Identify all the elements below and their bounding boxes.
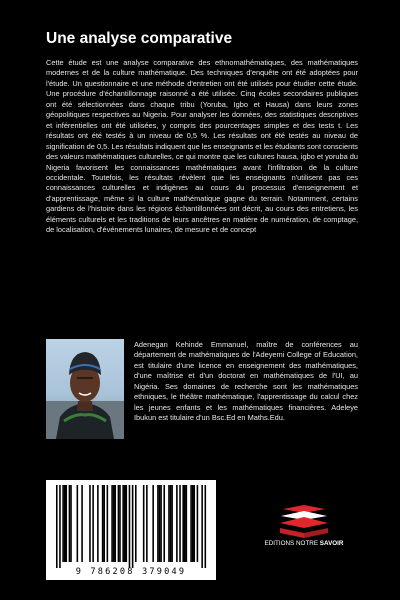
author-portrait-graphic: [46, 339, 124, 439]
barcode-bar: [124, 485, 126, 562]
barcode-bar: [111, 485, 113, 562]
barcode-bar: [143, 485, 145, 562]
barcode-bar: [102, 485, 104, 562]
barcode-bar: [205, 485, 207, 568]
barcode-bar: [163, 485, 165, 562]
barcode-bar: [92, 485, 94, 562]
barcode-bar: [159, 485, 161, 562]
barcode-bar: [107, 485, 109, 562]
isbn-barcode: [46, 480, 216, 580]
publisher-name: [254, 540, 354, 547]
isbn-number: 9 786208 379049: [75, 567, 187, 577]
publisher-name-prefix: EDITIONS NOTRE: [264, 540, 320, 547]
barcode-bar: [119, 485, 121, 562]
barcode-bar: [201, 485, 203, 568]
barcode-bar: [89, 485, 91, 562]
abstract-text: Cette étude est une analyse comparative des ethnomathématiques, des mathématiques modernes et de la culture mathématique. Des techniques d'enquête ont été adoptées pour l'étude. Un questionnaire et une méthode d'entretien ont été utilisés pour étudier cette étude. Une procédure d'échantillonnage raisonné a été utilisée. Cinq écoles secondaires publiques ont été sélectionnées dans chaque tribu (Yoruba, Igbo et Hausa) dans leurs zones géopolitiques respectives au Nigeria. Pour analyser les données, des statistiques descriptives et inférentielles ont été utilisées, y compris des pourcentages simples et des tests t. Les résultats ont été testés à un niveau de 0,5 %. Les résultats ont été testés au niveau de signification de 0,5. Les résultats indiquent que les enseignants et les étudiants sont conscients des valeurs mathématiques culturelles, ce qui montre que les cultures hausa, igbo et yoruba du Nigeria favorisent les connaissances mathématiques avant l'infiltration de la culture occidentale. Toutefois, les résultats révèlent que les enseignants n'utilisent pas ces connaissances culturelles et indigènes au cours du processus d'enseignement et d'apprentissage, même si la culture mathématique gagne du terrain. Notamment, certains gardiens de l'histoire dans les régions échantillonnées ont décrit, au cours des entretiens, les éléments culturels et les traditions de leurs ancêtres en matière de numération, de comptage, de localisation, d'événements lunaires, de mesure et de concept: [46, 58, 358, 235]
barcode-bar: [192, 485, 194, 562]
barcode-bar: [103, 485, 105, 562]
barcode-bar: [146, 485, 148, 562]
barcode-bar: [171, 485, 173, 562]
barcode-bar: [197, 485, 199, 562]
barcode-bar: [168, 485, 170, 562]
barcode-bar: [70, 485, 72, 562]
author-photo: [46, 339, 124, 439]
barcode-bar: [184, 485, 186, 562]
barcode-bar: [77, 485, 79, 562]
author-bio: Adenegan Kehinde Emmanuel, maître de conférences au département de mathématiques de l'Adeyemi College of Education, est titulaire d'une licence en enseignement des mathématiques, d'une maîtrise et d'un doctorat en mathématiques de l'UI, au Nigéria. Ses domaines de recherche sont les mathématiques ethniques, le théâtre mathématique, l'apprentissage du calcul chez les jeunes enfants et les mathématiques financières. Adeleye Ibukun est titulaire d'un Bsc.Ed en Maths.Edu.: [134, 340, 358, 423]
barcode-bar: [64, 485, 66, 562]
publisher-name-emphasis: SAVOIR: [319, 540, 344, 547]
barcode-bar: [65, 485, 67, 562]
barcode-bars: [46, 480, 216, 580]
barcode-bar: [113, 485, 115, 562]
barcode-bar: [122, 485, 124, 562]
barcode-bar: [62, 485, 64, 562]
barcode-bar: [182, 485, 184, 562]
barcode-bar: [193, 485, 195, 562]
barcode-bar: [81, 485, 83, 562]
barcode-bar: [69, 485, 71, 562]
barcode-bar: [114, 485, 116, 562]
barcode-bar: [170, 485, 172, 562]
barcode-bar: [152, 485, 154, 562]
barcode-bar: [126, 485, 128, 562]
barcode-bar: [190, 485, 192, 562]
barcode-bar: [118, 485, 120, 562]
book-title: Une analyse comparative: [46, 30, 233, 47]
barcode-bar: [186, 485, 188, 562]
barcode-bar: [97, 485, 99, 562]
barcode-bar: [176, 485, 178, 562]
barcode-bar: [160, 485, 162, 562]
barcode-bar: [135, 485, 137, 562]
barcode-bar: [132, 485, 134, 568]
barcode-bar: [56, 485, 58, 568]
barcode-bar: [129, 485, 131, 568]
barcode-bar: [59, 485, 61, 568]
barcode-bar: [179, 485, 181, 562]
barcode-bar: [157, 485, 159, 562]
